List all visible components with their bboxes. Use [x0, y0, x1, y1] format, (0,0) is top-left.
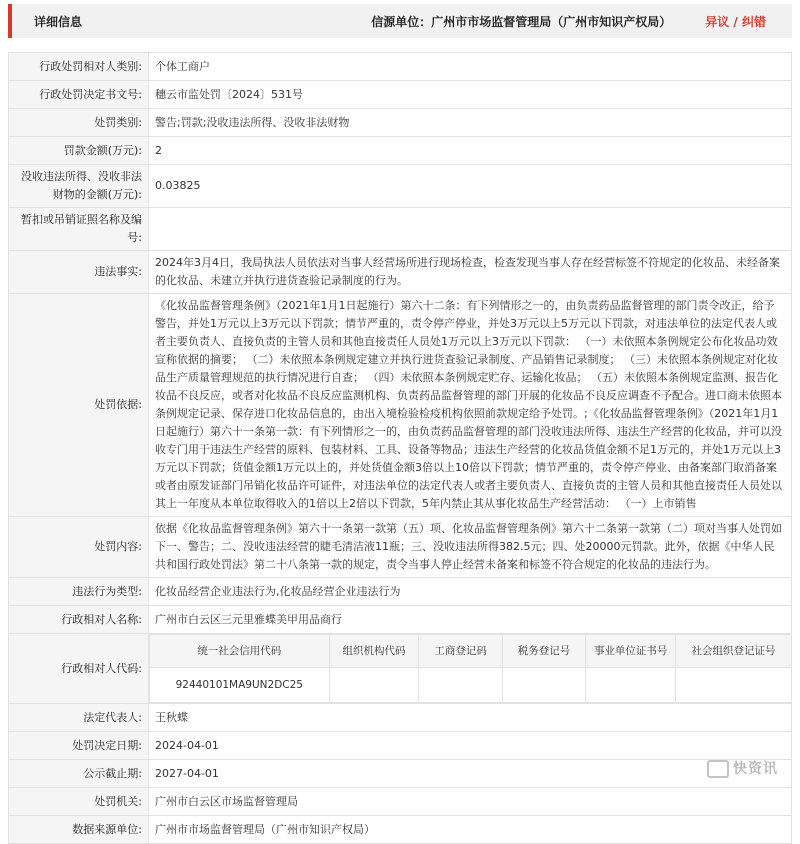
- info-source: 信源单位：广州市市场监督管理局（广州市知识产权局）: [371, 13, 671, 30]
- party-code-value-row: [150, 668, 792, 703]
- col-org-code-header: 组织机构代码: [329, 635, 419, 668]
- basis-label: 处罚依据:: [9, 294, 149, 517]
- row-penalty-type: [9, 109, 792, 137]
- row-data-source: [9, 816, 792, 844]
- row-legal-rep: [9, 704, 792, 732]
- detail-header: [8, 4, 792, 38]
- col-social-org-header: 社会组织登记证号: [675, 635, 791, 668]
- party-code-label: 行政相对人代码:: [9, 634, 149, 704]
- doc-no-value: 穗云市监处罚〔2024〕531号: [149, 81, 792, 109]
- col-institution-cert-header: 事业单位证书号: [586, 635, 676, 668]
- data-source-label: 数据来源单位:: [9, 816, 149, 844]
- row-party-type: [9, 53, 792, 81]
- org-code-value: [329, 668, 419, 703]
- facts-value: 2024年3月4日，我局执法人员依法对当事人经营场所进行现场检查，检查发现当事人存在经营标签不符规定的化妆品、未经备案的化妆品、未建立并执行进货查验记录制度的行为。: [149, 251, 792, 294]
- penalty-type-value: 警告;罚款;没收违法所得、没收非法财物: [149, 109, 792, 137]
- row-license: [9, 208, 792, 251]
- violation-type-value: 化妆品经营企业违法行为,化妆品经营企业违法行为: [149, 578, 792, 606]
- party-type-value: 个体工商户: [149, 53, 792, 81]
- legal-rep-value: 王秋蝶: [149, 704, 792, 732]
- watermark-logo-icon: [707, 760, 729, 778]
- doc-no-label: 行政处罚决定书文号:: [9, 81, 149, 109]
- data-source-value: 广州市市场监督管理局（广州市知识产权局）: [149, 816, 792, 844]
- decision-date-label: 处罚决定日期:: [9, 732, 149, 760]
- row-party-name: [9, 606, 792, 634]
- penalty-type-label: 处罚类别:: [9, 109, 149, 137]
- objection-correction-link[interactable]: 异议 / 纠错: [705, 13, 766, 30]
- basis-value: 《化妆品监督管理条例》（2021年1月1日起施行）第六十二条：有下列情形之一的，由负责药品监督管理的部门责令改正，给予警告，并处1万元以上3万元以下罚款；情节严重的，责令停产停业，并处3万元以上5万元以下罚款，对违法单位的法定代表人或者主要负责人、直接负责的主管人员和其他直接责任人员处1万元以上3万元以下罚款： （一）未依照本条例规定公布化妆品功效宣称依据的摘要； （二）未依照本条例规定建立并执行进货查验记录制度、产品销售记录制度； （三）未依照本条例规定对化妆品生产质量管理规范的执行情况进行自查； （四）未依照本条例规定贮存、运输化妆品； （五）未依照本条例规定监测、报告化妆品不良反应，或者对化妆品不良反应监测机构、负责药品监督管理的部门开展的化妆品不良反应调查不予配合。进口商未依照本条例规定记录、保存进口化妆品信息的，由出入境检验检疫机构依照前款规定给予处罚。;《化妆品监督管理条例》（2021年1月1日起施行）第六十一条第一款：有下列情形之一的，由负责药品监督管理的部门没收违法所得、违法生产经营的化妆品，并可以没收专门用于违法生产经营的原料、包装材料、工具、设备等物品；违法生产经营的化妆品货值金额不足1万元的，并处1万元以上3万元以下罚款；货值金额1万元以上的，并处货值金额3倍以上10倍以下罚款；情节严重的，责令停产停业、由备案部门取消备案或者由原发证部门吊销化妆品许可证件，对违法单位的法定代表人或者主要负责人、直接负责的主管人员和其他直接责任人员处以其上一年度从本单位取得收入的1倍以上2倍以下罚款，5年内禁止其从事化妆品生产经营活动： （一）上市销售: [149, 294, 792, 517]
- party-name-value: 广州市白云区三元里雅蝶美甲用品商行: [149, 606, 792, 634]
- content-value: 依据《化妆品监督管理条例》第六十一条第一款第（五）项、化妆品监督管理条例》第六十二条第一款第（二）项对当事人处罚如下一、警告；二、没收违法经营的睫毛清洁液11瓶；三、没收违法所得382.5元；四、处20000元罚款。此外，依据《中华人民共和国行政处罚法》第二十八条第一款的规定，责令当事人停止经营未备案和标签不符合规定的化妆品的违法行为。: [149, 517, 792, 578]
- content-label: 处罚内容:: [9, 517, 149, 578]
- facts-label: 违法事实:: [9, 251, 149, 294]
- watermark: [707, 758, 778, 778]
- party-name-label: 行政相对人名称:: [9, 606, 149, 634]
- party-code-header-row: [150, 635, 792, 668]
- row-violation-type: [9, 578, 792, 606]
- detail-title: 详细信息: [34, 13, 82, 30]
- institution-cert-value: [586, 668, 676, 703]
- legal-rep-label: 法定代表人:: [9, 704, 149, 732]
- col-credit-code-header: 统一社会信用代码: [150, 635, 330, 668]
- row-fine: [9, 137, 792, 165]
- row-doc-no: [9, 81, 792, 109]
- publish-end-value: 2027-04-01: [149, 760, 792, 788]
- decision-date-value: 2024-04-01: [149, 732, 792, 760]
- social-org-value: [675, 668, 791, 703]
- confiscated-label: 没收违法所得、没收非法财物的金额(万元):: [9, 165, 149, 208]
- col-tax-reg-header: 税务登记号: [502, 635, 585, 668]
- row-decision-date: [9, 732, 792, 760]
- party-code-cell: [149, 634, 792, 704]
- row-party-code: [9, 634, 792, 704]
- license-label: 暂扣或吊销证照名称及编号:: [9, 208, 149, 251]
- party-type-label: 行政处罚相对人类别:: [9, 53, 149, 81]
- license-value: [149, 208, 792, 251]
- authority-value: 广州市白云区市场监督管理局: [149, 788, 792, 816]
- credit-code-value: 92440101MA9UN2DC25: [150, 668, 330, 703]
- authority-label: 处罚机关:: [9, 788, 149, 816]
- row-content: [9, 517, 792, 578]
- tax-reg-value: [502, 668, 585, 703]
- row-publish-end: [9, 760, 792, 788]
- confiscated-value: 0.03825: [149, 165, 792, 208]
- fine-value: 2: [149, 137, 792, 165]
- row-authority: [9, 788, 792, 816]
- watermark-text: 快资讯: [733, 761, 778, 777]
- col-business-reg-header: 工商登记码: [419, 635, 502, 668]
- business-reg-value: [419, 668, 502, 703]
- row-confiscated: [9, 165, 792, 208]
- violation-type-label: 违法行为类型:: [9, 578, 149, 606]
- publish-end-label: 公示截止期:: [9, 760, 149, 788]
- row-basis: [9, 294, 792, 517]
- fine-label: 罚款金额(万元):: [9, 137, 149, 165]
- penalty-info-table: [8, 52, 792, 844]
- party-code-table: [149, 634, 791, 703]
- row-facts: [9, 251, 792, 294]
